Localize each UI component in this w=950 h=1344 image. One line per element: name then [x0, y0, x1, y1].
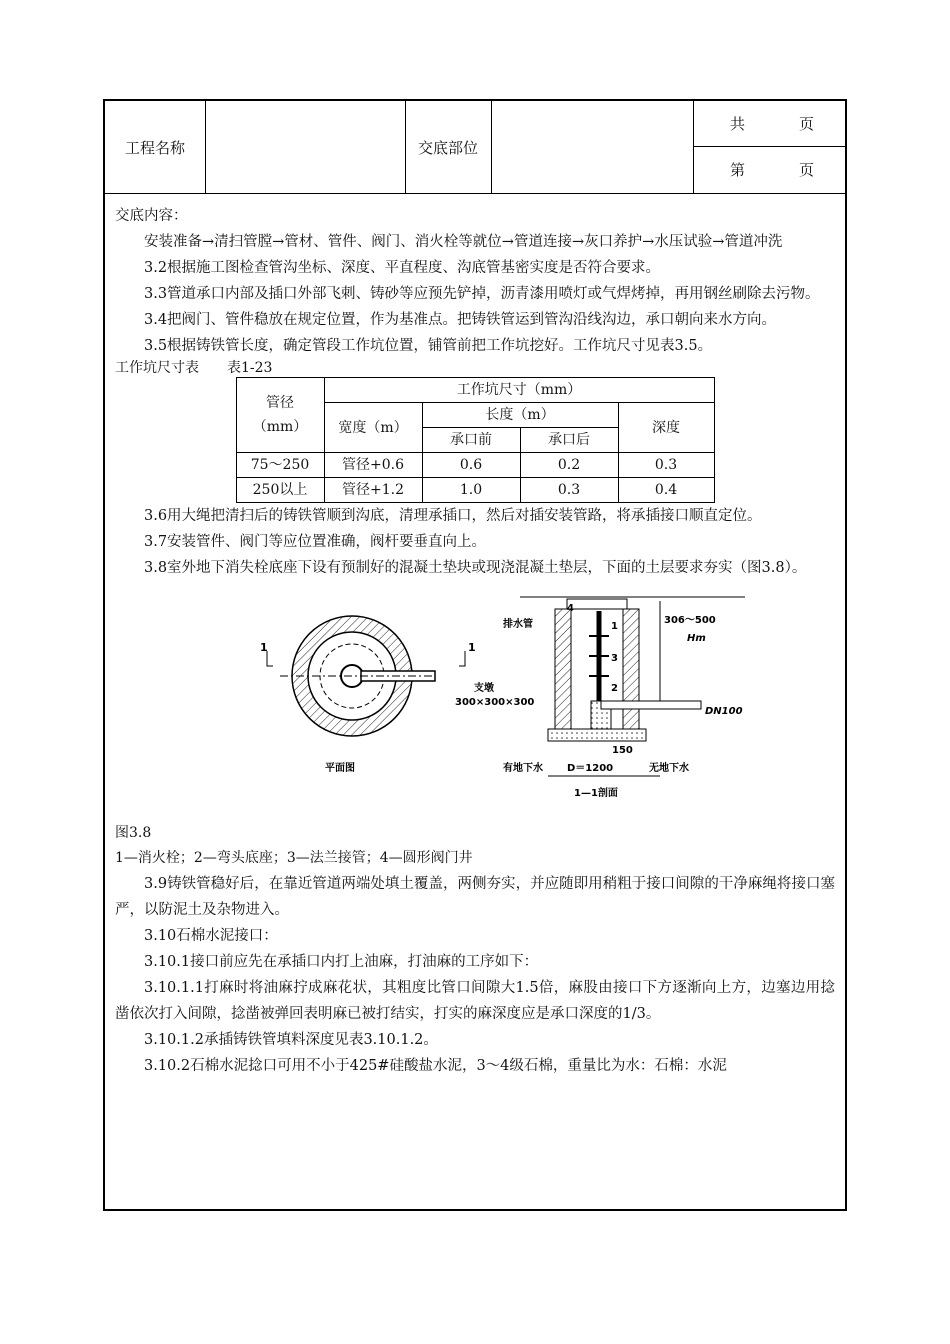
paragraph: 3.2根据施工图检查管沟坐标、深度、平直程度、沟底管基密实度是否符合要求。	[144, 260, 661, 276]
paragraph: 3.10石棉水泥接口：	[144, 928, 278, 944]
section-mark-right: 1	[468, 641, 476, 654]
figure-caption: 图3.8	[115, 825, 152, 841]
paragraph: 安装准备→清扫管膛→管材、管件、阀门、消火栓等就位→管道连接→灰口养护→水压试验→管道冲洗	[144, 234, 783, 250]
callout-3: 3	[611, 653, 618, 664]
content-heading: 交底内容：	[115, 208, 188, 224]
figure-3-8	[115, 581, 835, 821]
section-view	[455, 597, 745, 799]
total-pages: 共 页	[694, 101, 845, 147]
section-title: 1—1剖面	[574, 788, 618, 799]
without-groundwater: 无地下水	[649, 763, 689, 774]
header-pipe: 管径 （mm）	[236, 378, 324, 453]
paragraph: 3.8室外地下消失栓底座下设有预制好的混凝土垫块或现浇混凝土垫层，下面的土层要求夯实（图3.8）。	[144, 560, 807, 576]
paragraph: 3.9铸铁管稳好后，在靠近管道两端处填土覆盖，两侧夯实，并应随即用稍粗于接口间隙的干净麻绳将接口塞严，以防泥土及杂物进入。	[115, 876, 835, 918]
form-header	[105, 101, 845, 194]
header-length: 长度（m）	[422, 403, 618, 428]
hydrant-diagram	[115, 581, 839, 821]
drain-pipe-label: 排水管	[503, 619, 533, 630]
pit-size-table	[236, 377, 715, 503]
paragraph: 3.3管道承口内部及插口外部飞刺、铸砂等应预先铲掉，沥青漆用喷灯或气焊烤掉，再用钢丝刷除去污物。	[144, 286, 820, 302]
paragraph: 3.10.1接口前应先在承插口内打上油麻，打油麻的工序如下：	[144, 954, 539, 970]
dn-label: DN100	[705, 706, 743, 717]
table-caption: 工作坑尺寸表 表1-23	[115, 360, 273, 376]
header-pit: 工作坑尺寸（mm）	[324, 378, 714, 403]
header-before: 承口前	[422, 428, 520, 453]
plan-title: 平面图	[325, 763, 355, 774]
header-after: 承口后	[520, 428, 618, 453]
pier-label: 支墩	[474, 683, 494, 694]
paragraph: 3.10.1.1打麻时将油麻拧成麻花状，其粗度比管口间隙大1.5倍，麻股由接口下方逐渐向上方，边塞边用捻凿依次打入间隙，捻凿被弹回表明麻已被打结实，打实的麻深度应是承口深度的1/3。	[115, 980, 835, 1022]
paragraph: 3.6用大绳把清扫后的铸铁管顺到沟底，清理承插口，然后对插安装管路，将承插接口顺直定位。	[144, 508, 762, 524]
paragraph: 3.7安装管件、阀门等应位置准确，阀杆要垂直向上。	[144, 534, 487, 550]
header-depth: 深度	[618, 403, 714, 453]
location-label: 交底部位	[405, 101, 492, 193]
table-row: 75～250 管径+0.6 0.6 0.2 0.3	[236, 453, 714, 478]
hm-label: Hm	[687, 633, 706, 644]
disclosure-content	[115, 203, 835, 1079]
location-value	[491, 101, 694, 193]
project-name-value	[205, 101, 406, 193]
callout-2: 2	[611, 683, 618, 694]
with-groundwater: 有地下水	[503, 763, 543, 774]
callout-1: 1	[611, 621, 618, 632]
diameter-label: D＝1200	[567, 763, 614, 774]
page-number: 第 页	[730, 161, 815, 179]
paragraph: 3.4把阀门、管件稳放在规定位置，作为基准点。把铸铁管运到管沟沿线沟边，承口朝向来水方向。	[144, 312, 777, 328]
header-width: 宽度（m）	[324, 403, 422, 453]
dim-150: 150	[612, 745, 633, 756]
pier-size: 300×300×300	[455, 697, 535, 708]
paragraph: 3.5根据铸铁管长度，确定管段工作坑位置，铺管前把工作坑挖好。工作坑尺寸见表3.5。	[144, 338, 713, 354]
height-range: 306～500	[664, 615, 716, 626]
table-row: 250以上 管径+1.2 1.0 0.3 0.4	[236, 478, 714, 503]
figure-legend: 1—消火栓；2—弯头底座；3—法兰接管；4—圆形阀门井	[115, 850, 473, 866]
paragraph: 3.10.2石棉水泥捻口可用不小于425#硅酸盐水泥，3～4级石棉，重量比为水：石棉：水泥	[144, 1058, 727, 1074]
section-mark-left: 1	[260, 641, 268, 654]
callout-4: 4	[567, 603, 574, 614]
disclosure-form	[103, 99, 847, 1211]
paragraph: 3.10.1.2承插铸铁管填料深度见表3.10.1.2。	[144, 1032, 438, 1048]
project-name-label: 工程名称	[105, 101, 206, 193]
plan-view	[260, 616, 476, 774]
